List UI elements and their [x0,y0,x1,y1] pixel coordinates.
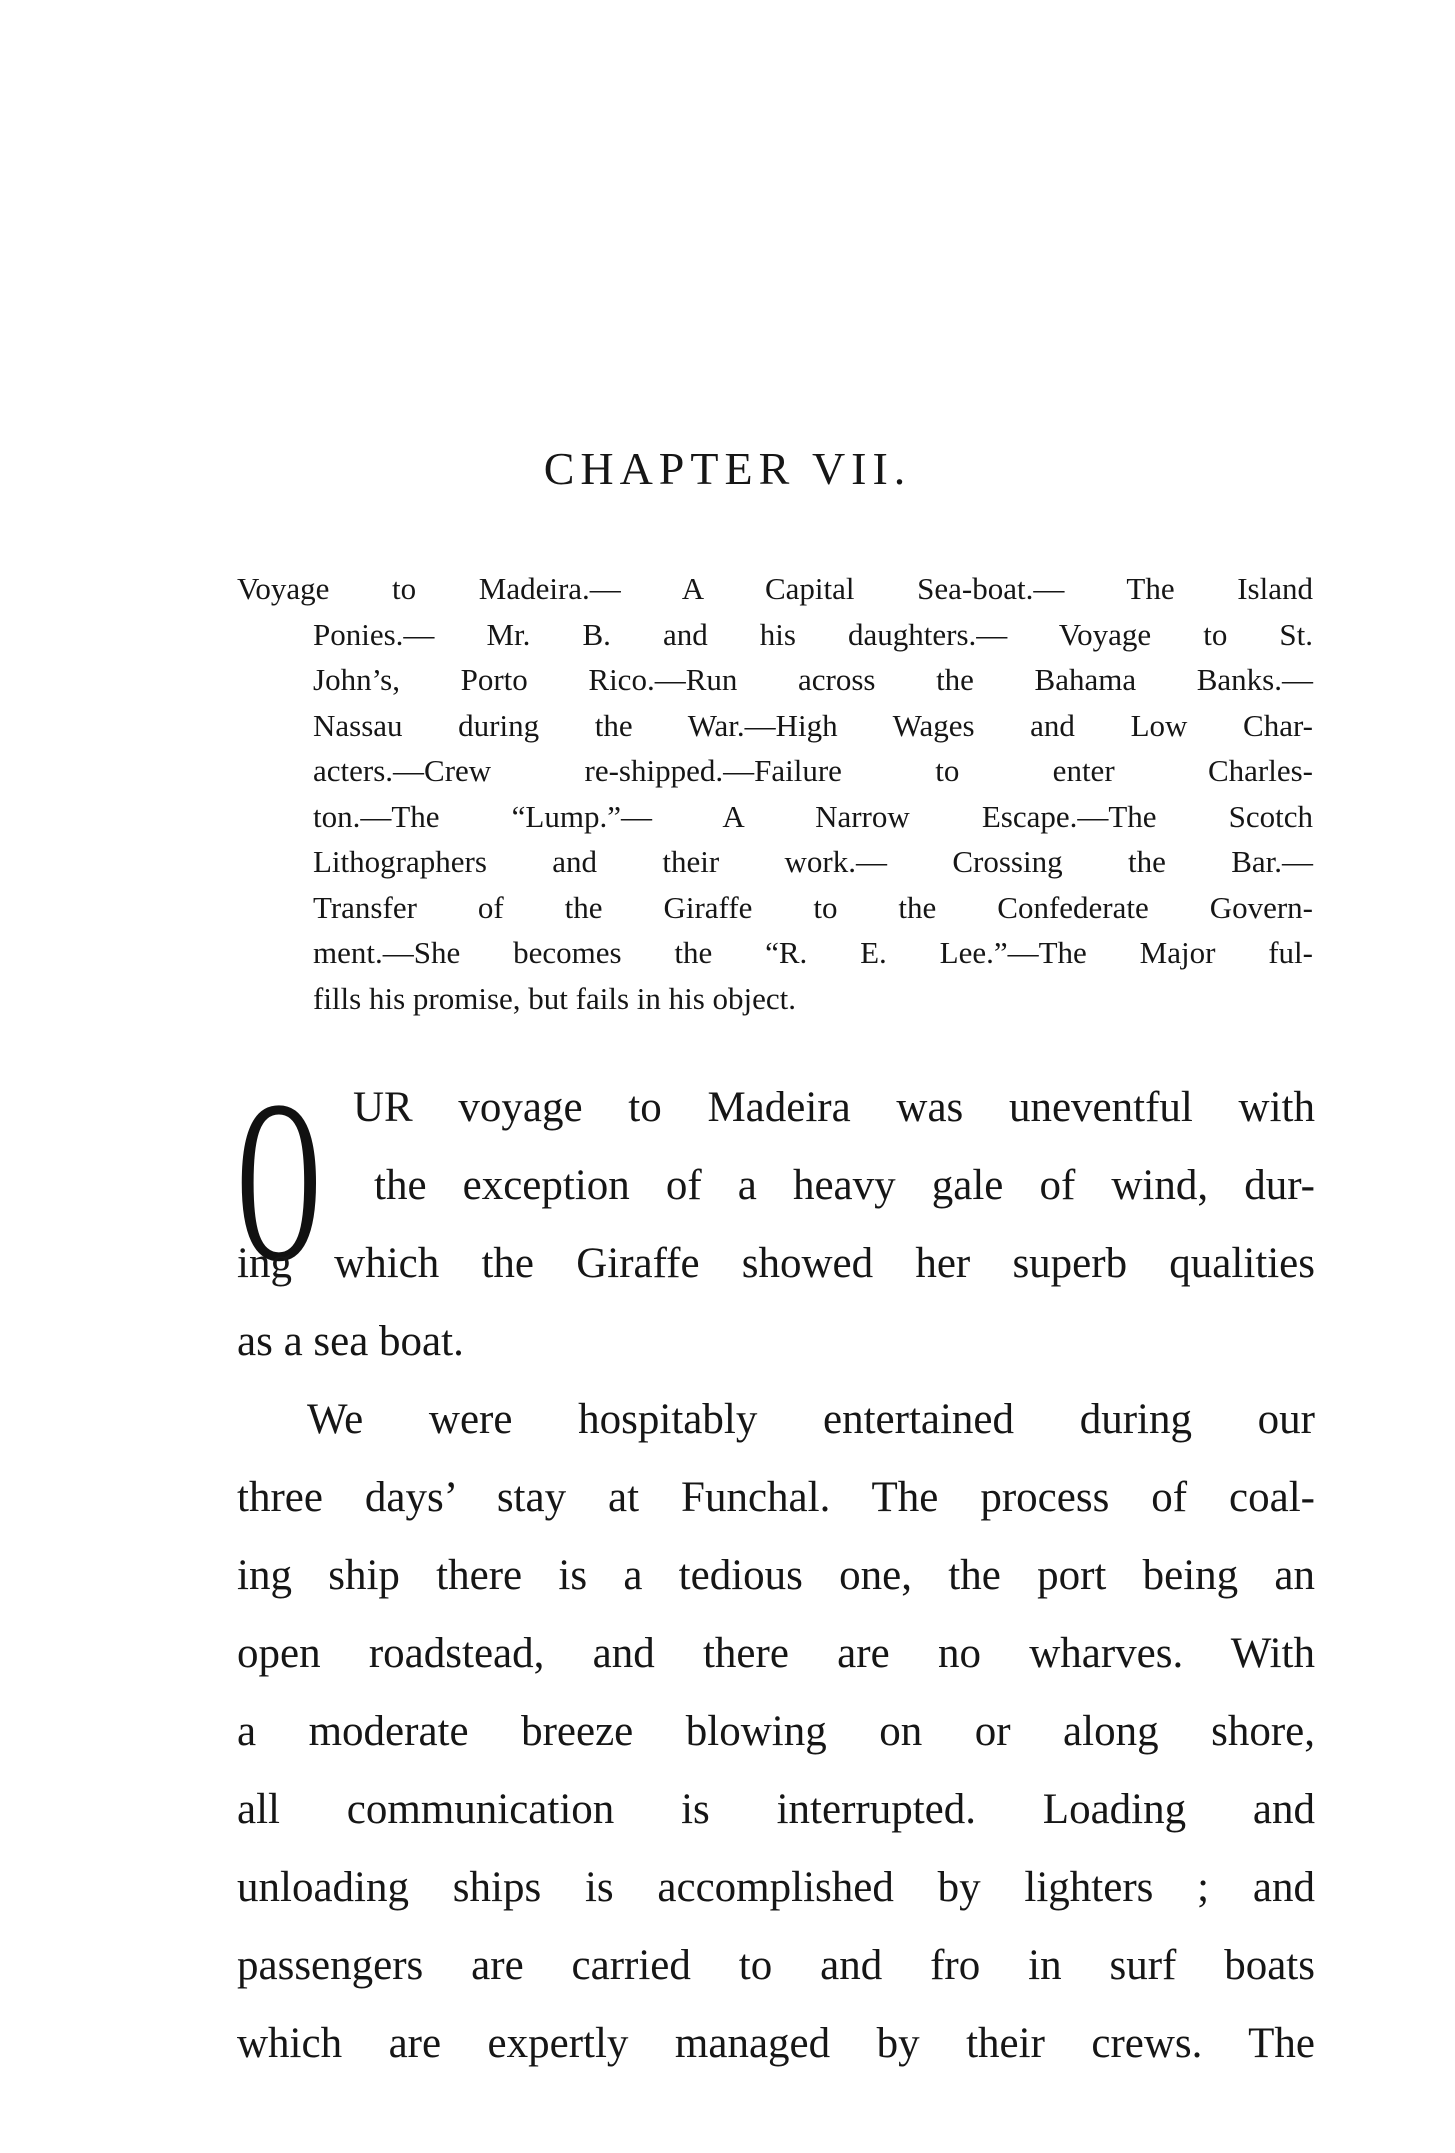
text-line: Nassau during the War.—High Wages and Low Char- [313,707,1313,743]
text-line: unloading ships is accomplished by lighters ; and [237,1864,1315,1911]
text-line: ing which the Giraffe showed her superb qualities [237,1240,1315,1287]
text-line: ing ship there is a tedious one, the port being an [237,1552,1315,1599]
text-line: fills his promise, but fails in his object. [313,980,797,1016]
text-line: UR voyage to Madeira was uneventful with [353,1084,1315,1131]
text-line: acters.—Crew re-shipped.—Failure to enter Charles- [313,753,1313,788]
text-line: open roadstead, and there are no wharves. With [237,1630,1315,1677]
text-line: Ponies.— Mr. B. and his daughters.— Voyage to St. [313,616,1313,652]
text-line: passengers are carried to and fro in surf boats [237,1942,1315,1989]
text-line: Transfer of the Giraffe to the Confederate Govern- [313,889,1313,925]
chapter-heading: CHAPTER VII. [543,443,912,494]
text-line: the exception of a heavy gale of wind, dur- [374,1162,1315,1209]
text-line: three days’ stay at Funchal. The process of coal- [237,1474,1315,1521]
text-line: all communication is interrupted. Loading and [237,1786,1315,1833]
body-paragraphs [237,1069,1315,2083]
text-line: which are expertly managed by their crews. The [237,2020,1315,2067]
text-line: John’s, Porto Rico.—Run across the Bahama Banks.— [313,662,1313,697]
drop-cap-letter-o: O [237,1053,321,1310]
text-line: a moderate breeze blowing on or along shore, [237,1708,1315,1755]
text-line: ton.—The “Lump.”— A Narrow Escape.—The Scotch [313,798,1313,834]
text-line: We were hospitably entertained during our [307,1396,1315,1443]
text-line: as a sea boat. [237,1318,464,1365]
text-line: Voyage to Madeira.— A Capital Sea-boat.— The Island [237,571,1313,606]
text-line: Lithographers and their work.— Crossing the Bar.— [313,844,1313,879]
text-line: ment.—She becomes the “R. E. Lee.”—The Major ful- [313,935,1313,970]
chapter-summary [237,566,1313,1021]
